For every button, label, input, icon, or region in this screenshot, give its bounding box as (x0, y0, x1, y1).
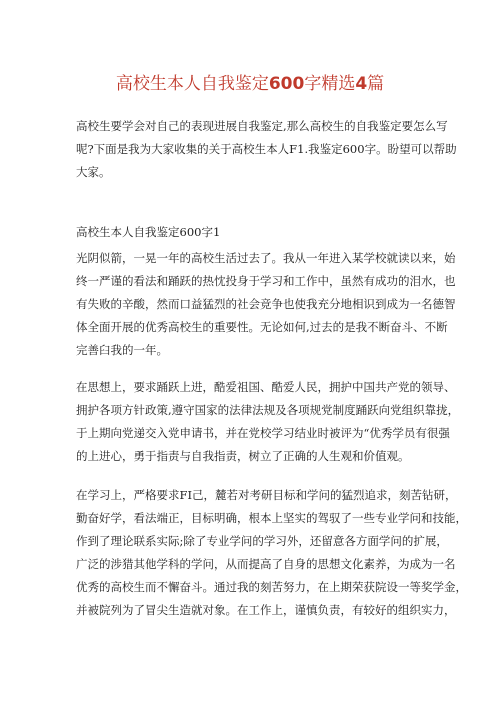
paragraph-line: 于上期向党递交入党申请书，并在党校学习结业时被评为“优秀学员有很强 (76, 426, 450, 440)
paragraph-line: 勤奋好学，看法端正，目标明确，根本上坚实的驾驭了一些专业学问和技能， (76, 511, 467, 525)
section-heading (76, 221, 436, 244)
intro-line: 呢?下面是我为大家收集的关于高校生本人F1.我鉴定600字。盼望可以帮助 (76, 142, 457, 156)
title-number-600: 600 (268, 74, 305, 94)
document-title (0, 72, 500, 96)
title-text-3: 篇 (367, 74, 385, 94)
paragraph-line: 的上进心，勇于指责与自我指责，树立了正确的人生观和价值观。 (76, 449, 410, 463)
paragraph-line: 在思想上，要求踊跃上进，酷爱祖国、酷爱人民，拥护中国共产党的领导、 (76, 380, 456, 394)
paragraph-line: 并被院列为了冒尖生造就对象。在工作上，谨慎负责，有较好的组织实力， (76, 603, 456, 617)
paragraph-2 (76, 376, 460, 468)
paragraph-line: 光阴似箭，一晃一年的高校生活过去了。我从一年进入某学校就读以来，始 (76, 251, 456, 265)
intro-line: 大家。 (76, 165, 111, 179)
intro-line: 高校生要学会对自己的表现进展自我鉴定,那么高校生的自我鉴定要怎么写 (76, 119, 448, 133)
title-text-2: 字精选 (304, 74, 356, 94)
paragraph-line: 在学习上，严格要求FI己，麓若对考研目标和学问的猛烈追求，刻苦钻研， (76, 488, 457, 502)
paragraph-line: 优秀的高校生而不懈奋斗。通过我的刻苦努力，在上期荣获院设一等奖学金， (76, 580, 467, 594)
intro-paragraph (76, 115, 457, 184)
paragraph-line: 广泛的涉猎其他学科的学问，从而提高了自身的思想文化素养，为成为一名 (76, 557, 456, 571)
paragraph-line: 体全面开展的优秀高校生的重要性。无论如何,过去的是我不断奋斗、不断 (76, 320, 448, 334)
paragraph-line: 拥护各项方针政策,遵守国家的法律法规及各项规党制度踊跃向党组织靠拢， (76, 403, 460, 417)
paragraph-line: 终一严谨的看法和踊跃的热忱投身于学习和工作中，虽然有成功的泪水，也 (76, 274, 456, 288)
paragraph-3 (76, 484, 467, 622)
paragraph-line: 有失败的辛酸，然而口益猛烈的社会竞争也使我充分地相识到成为一名德智 (76, 297, 456, 311)
paragraph-line: 完善臼我的一年。 (76, 343, 168, 357)
paragraph-1 (76, 247, 456, 362)
title-number-4: 4 (355, 74, 368, 94)
title-text-1: 高校生本人自我鉴定 (115, 74, 269, 94)
section-heading-text: 高校生本人自我鉴定600字1 (76, 225, 221, 239)
paragraph-line: 作到了理论联系实际;除了专业学问的学习外，还留意各方面学问的扩展， (76, 534, 448, 548)
